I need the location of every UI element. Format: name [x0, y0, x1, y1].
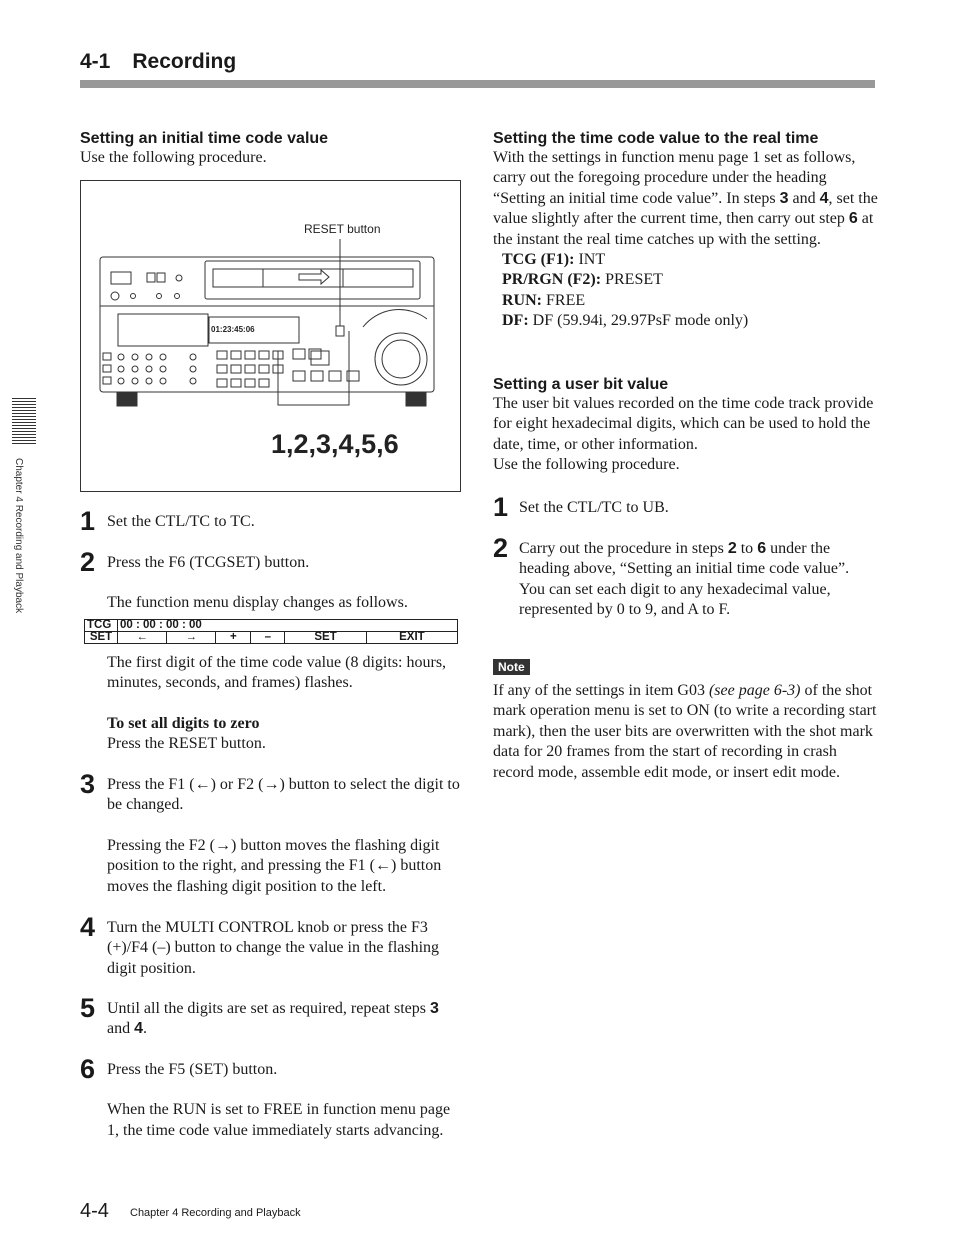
step-1-number: 1 [80, 506, 96, 536]
userbit-paragraph-2: Use the following procedure. [493, 456, 680, 474]
ub-step-1-number: 1 [493, 492, 509, 522]
step-3-text: Press the F1 (←) or F2 (→) button to select the digit to be changed. [107, 776, 460, 814]
note-text: If any of the settings in item G03 (see page 6-3) of the shot mark operation menu is set to ON (to write a recording start mark), then the user bits are overwritten with the shot mark data for 20 frames from the start of recording in crash record mode, assemble edit mode, or insert edit mode. [493, 682, 877, 781]
step-6-text-2: When the RUN is set to FREE in function menu page 1, the time code value immediately starts advancing. [107, 1101, 451, 1139]
setting-run: RUN: FREE [502, 291, 586, 309]
f1-arrow-glyph: ← [194, 776, 211, 793]
step-6-text: Press the F5 (SET) button. [107, 1061, 278, 1078]
step-2-text-2: The function menu display changes as follows. [107, 594, 408, 612]
side-tab-text: Chapter 4 Recording and Playback [13, 458, 24, 614]
section-number: 4-1 [80, 50, 111, 73]
step-2-text: Press the F6 (TCGSET) button. [107, 554, 310, 571]
ub-step-1 [493, 492, 875, 522]
f2-arrow-glyph: → [263, 776, 280, 793]
figure-callout-reset: RESET button [304, 222, 381, 236]
right-heading-realtime: Setting the time code value to the real time [493, 130, 819, 147]
setting-df: DF: DF (59.94i, 29.97PsF mode only) [502, 312, 749, 330]
vtr-figure [80, 180, 461, 492]
section-title [80, 50, 236, 74]
step-2-number: 2 [80, 547, 96, 577]
realtime-settings [502, 250, 878, 332]
note-badge: Note [493, 659, 530, 675]
menu-cell-f3: + [216, 632, 251, 644]
step-5-number: 5 [80, 993, 96, 1023]
vtr-illustration [81, 181, 460, 491]
step-4-number: 4 [80, 912, 96, 942]
step-1-text: Set the CTL/TC to TC. [107, 513, 255, 530]
menu-cell-timecode: 00 : 00 : 00 : 00 [118, 620, 458, 632]
function-menu-display [84, 619, 458, 644]
step-4 [80, 912, 460, 979]
menu-cell-f4: – [251, 632, 285, 644]
step-5 [80, 993, 460, 1040]
ub-step-2-text: Carry out the procedure in steps 2 to 6 under the heading above, “Setting an initial time code value”. [519, 540, 850, 578]
menu-cell-f6: EXIT [366, 632, 457, 644]
ub-step-2-number: 2 [493, 533, 509, 563]
right-column [493, 130, 878, 332]
zero-heading: To set all digits to zero [107, 715, 260, 732]
ub-step-2 [493, 533, 875, 621]
menu-cell-tcg: TCG [85, 620, 118, 632]
step-1 [80, 506, 460, 536]
menu-cell-f1: ← [118, 632, 167, 644]
note-page-ref: (see page 6-3) [708, 682, 801, 699]
setting-tcg: TCG (F1): INT [502, 251, 606, 269]
section-title-text: Recording [132, 50, 237, 73]
realtime-paragraph: With the settings in function menu page 1 set as follows, carry out the foregoing procedure under the heading “Setting an initial time code value”. In steps 3 and 4, set the value slightly after the current time, then carry out step 6 at the instant the real time catches up with the setting. [493, 149, 878, 248]
ub-step-2-text-2: You can set each digit to any hexadecimal value, represented by 0 to 9, and A to F. [519, 580, 831, 619]
step-3-number: 3 [80, 769, 96, 799]
left-intro: Use the following procedure. [80, 149, 267, 166]
menu-cell-set-label: SET [85, 632, 118, 644]
step-2 [80, 547, 460, 614]
userbit-paragraph: The user bit values recorded on the time code track provide for eight hexadecimal digits, which can be used to hold the date, time, or other information. [493, 395, 874, 453]
step-4-text: Turn the MULTI CONTROL knob or press the F3 (+)/F4 (–) button to change the value in the flashing digit position. [107, 919, 440, 977]
step-3-text-2: Pressing the F2 (→) button moves the flashing digit position to the right, and pressing the F1 (←) button moves the flashing digit position to the left. [107, 836, 442, 895]
after-menu-text: The first digit of the time code value (8 digits: hours, minutes, seconds, and frames) flashes. [107, 654, 447, 692]
left-heading-block [80, 130, 465, 168]
step-6-number: 6 [80, 1054, 96, 1084]
title-rule [80, 80, 875, 88]
left-heading: Setting an initial time code value [80, 130, 329, 147]
menu-cell-f5: SET [285, 632, 367, 644]
right-heading-userbit: Setting a user bit value [493, 376, 669, 393]
step-3 [80, 769, 460, 897]
footer-chapter: Chapter 4 Recording and Playback [130, 1207, 301, 1219]
zero-text: Press the RESET button. [107, 735, 266, 752]
user-bit-section [493, 376, 878, 476]
figure-step-label: 1,2,3,4,5,6 [271, 429, 399, 459]
menu-cell-f2: → [167, 632, 216, 644]
step-6 [80, 1054, 460, 1141]
ub-step-1-text: Set the CTL/TC to UB. [519, 499, 669, 516]
footer-page-number: 4-4 [80, 1200, 109, 1222]
chapter-side-tab [12, 398, 36, 446]
step-5-text: Until all the digits are set as required, repeat steps 3 and 4. [107, 1000, 439, 1038]
figure-display-tc: 01:23:45:06 [211, 325, 255, 334]
setting-prrgn: PR/RGN (F2): PRESET [502, 271, 663, 289]
